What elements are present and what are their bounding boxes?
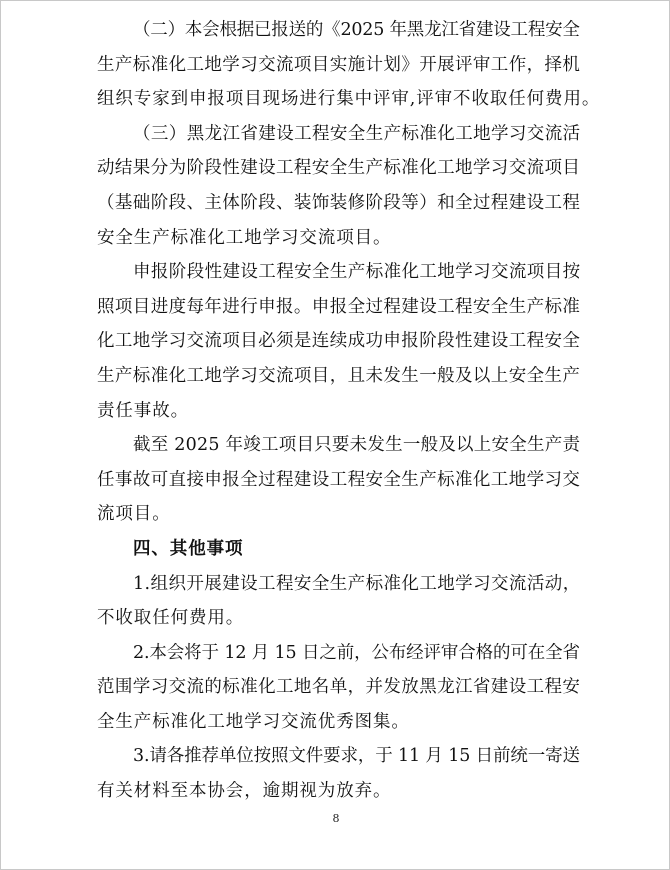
text-line: 不收取任何费用。	[97, 608, 245, 629]
text-line: 责任事故。	[97, 400, 189, 421]
text-line: 生产标准化工地学习交流项目，且未发生一般及以上安全生产	[97, 365, 581, 386]
text-line: 全生产标准化工地学习交流优秀图集。	[97, 711, 410, 732]
text-line: 3.请各推荐单位按照文件要求，于 11 月 15 日前统一寄送	[133, 746, 580, 767]
paragraph-other-item-1	[97, 567, 581, 636]
paragraph-other-item-3	[97, 739, 581, 808]
text-line: 照项目进度每年进行申报。申报全过程建设工程安全生产标准	[97, 296, 581, 317]
page-number: 8	[332, 812, 340, 825]
text-line: 任事故可直接申报全过程建设工程安全生产标准化工地学习交	[97, 469, 581, 490]
paragraph-application-rules	[97, 255, 581, 428]
paragraph-item-2-review	[97, 13, 601, 117]
text-line: 安全生产标准化工地学习交流项目。	[97, 227, 392, 248]
text-line: 组织专家到申报项目现场进行集中评审,评审不收取任何费用。	[97, 89, 601, 110]
document-body	[97, 13, 601, 809]
text-line: （基础阶段、主体阶段、装饰装修阶段等）和全过程建设工程	[97, 192, 581, 213]
text-line: 截至 2025 年竣工项目只要未发生一般及以上安全生产责	[133, 435, 581, 456]
text-line: （三）黑龙江省建设工程安全生产标准化工地学习交流活	[133, 123, 581, 144]
text-line: 生产标准化工地学习交流项目实施计划》开展评审工作，择机	[97, 54, 581, 75]
section-heading: 四、其他事项	[133, 538, 244, 559]
text-line: 动结果分为阶段性建设工程安全生产标准化工地学习交流项目	[97, 158, 581, 179]
text-line: 1.组织开展建设工程安全生产标准化工地学习交流活动，	[133, 573, 581, 594]
text-line: 化工地学习交流项目必须是连续成功申报阶段性建设工程安全	[97, 331, 581, 352]
text-line: 申报阶段性建设工程安全生产标准化工地学习交流项目按	[133, 262, 581, 283]
text-line: 范围学习交流的标准化工地名单，并发放黑龙江省建设工程安	[97, 677, 581, 698]
paragraph-completed-projects	[97, 428, 581, 532]
paragraph-other-item-2	[97, 636, 581, 740]
paragraph-section-4-heading	[97, 532, 581, 567]
text-line: 流项目。	[97, 504, 171, 525]
text-line: 有关材料至本协会，逾期视为放弃。	[97, 781, 392, 802]
text-line: （二）本会根据已报送的《2025 年黑龙江省建设工程安全	[133, 20, 580, 40]
text-line: 2.本会将于 12 月 15 日之前，公布经评审合格的可在全省	[133, 642, 580, 663]
paragraph-item-3-results	[97, 117, 581, 255]
